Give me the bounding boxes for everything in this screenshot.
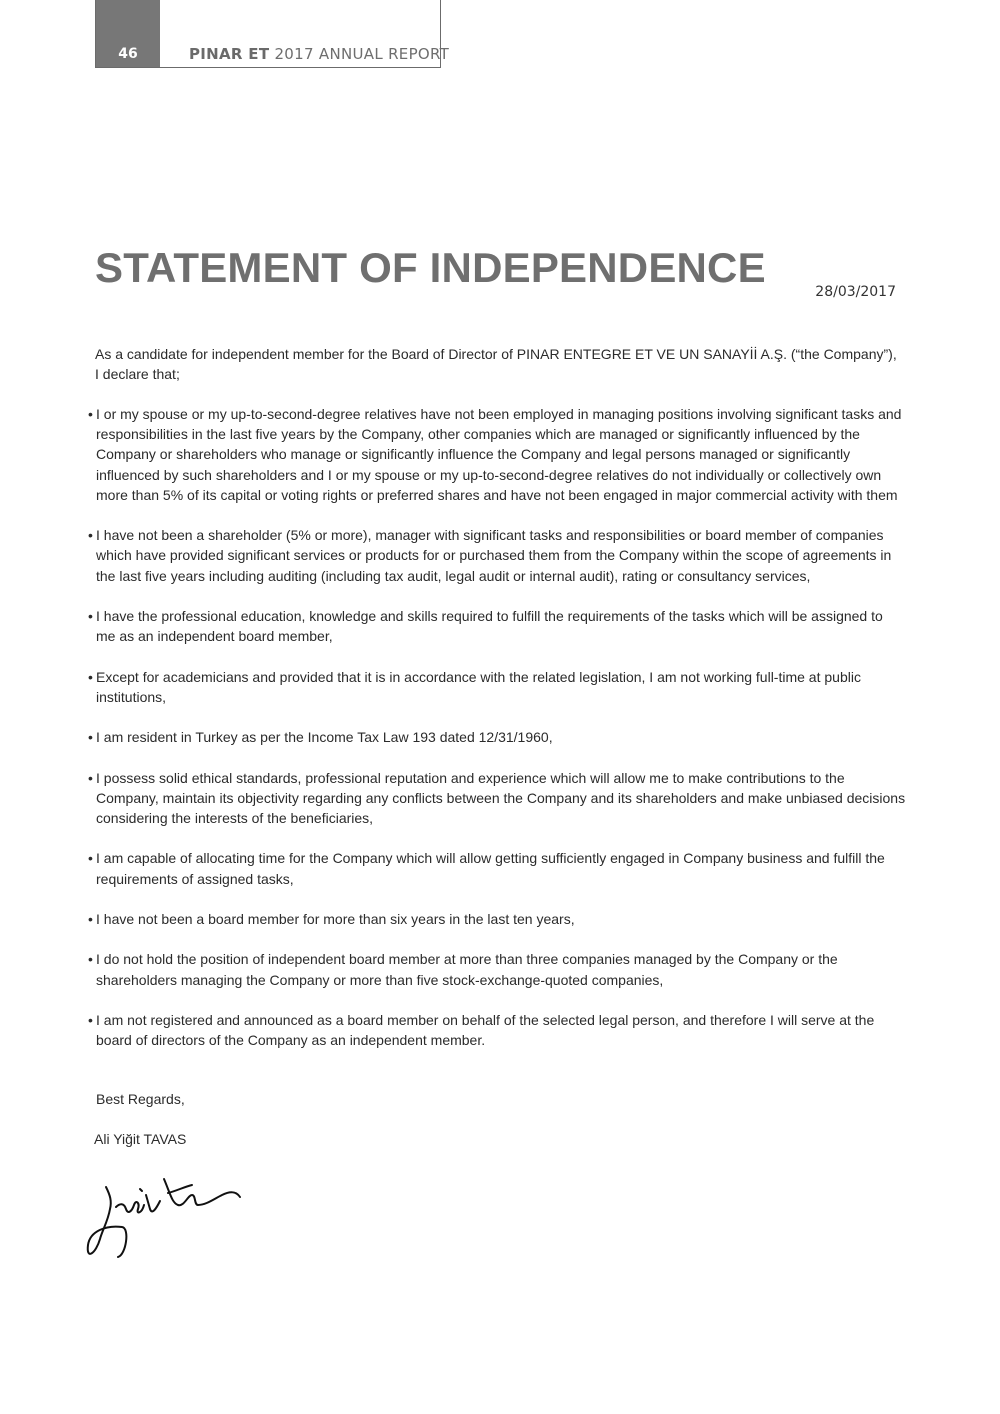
bullet-icon: • — [88, 729, 93, 746]
signature-image — [80, 1165, 250, 1265]
report-name: 2017 ANNUAL REPORT — [274, 45, 450, 63]
bullet-icon: • — [88, 850, 93, 867]
intro-line: I declare that; — [95, 366, 180, 383]
page-number: 46 — [96, 0, 160, 67]
closing-salutation: Best Regards, — [96, 1091, 185, 1107]
report-title — [189, 45, 449, 63]
declaration-item: • I am resident in Turkey as per the Income Tax Law 193 dated 12/31/1960, — [88, 727, 906, 747]
declaration-item: • I am not registered and announced as a board member on behalf of the selected legal person, and therefore I will serve at the board of directors of the Company as an independent member. — [88, 1011, 875, 1049]
bullet-icon: • — [88, 951, 93, 968]
page-title: STATEMENT OF INDEPENDENCE — [95, 244, 766, 291]
statement-date: 28/03/2017 — [815, 284, 896, 300]
declaration-item: • I do not hold the position of independent board member at more than three companies managed by the Company or the shareholders managing the Company or more than five stock-exchange-quoted companies, — [88, 951, 838, 988]
declaration-item: • I have not been a board member for more than six years in the last ten years, — [88, 909, 906, 929]
bullet-icon: • — [88, 608, 93, 624]
declaration-item: • Except for academicians and provided that it is in accordance with the related legislation, I am not working full-time at public institutions, — [88, 668, 861, 705]
intro-line: As a candidate for independent member for the Board of Director of PINAR ENTEGRE ET VE UN SANAYİİ A.Ş. (“the Company”), — [95, 346, 897, 362]
bullet-icon: • — [88, 1011, 93, 1028]
declaration-item: • I have the professional education, knowledge and skills required to fulfill the requirements of the tasks which will be assigned to me as an independent board member, — [88, 608, 883, 645]
report-brand: PINAR ET — [189, 45, 270, 63]
bullet-icon: • — [88, 406, 93, 422]
bullet-icon: • — [88, 769, 93, 786]
bullet-icon: • — [88, 668, 93, 685]
intro-paragraph — [95, 344, 905, 384]
page-header — [95, 0, 450, 68]
declaration-list — [88, 404, 906, 1071]
declaration-item: • I or my spouse or my up-to-second-degree relatives have not been employed in managing positions involving significant tasks and responsibilities in the last five years by the Company, other companies which are managed or significantly influenced by the Company or shareholders who manage or significantly influence the Company and legal persons managed or significantly influenced by such shareholders and I or my spouse or my up-to-second-degree relatives do not individually or collectively own more than 5% of its capital or voting rights or preferred shares and have not been engaged in major commercial activity with them — [88, 406, 902, 503]
bullet-icon: • — [88, 527, 93, 544]
declaration-item: • I am capable of allocating time for the Company which will allow getting sufficiently engaged in Company business and fulfill the requirements of assigned tasks, — [88, 850, 885, 887]
declaration-item: • I have not been a shareholder (5% or more), manager with significant tasks and responsibilities or board member of companies which have provided significant services or products for or purchased them from the Company within the scope of agreements in the last five years including auditing (including tax audit, legal audit or internal audit), rating or consultancy services, — [88, 527, 892, 584]
declaration-item: • I possess solid ethical standards, professional reputation and experience which will allow me to make contributions to the Company, maintain its objectivity regarding any conflicts between the Company and its shareholders and make unbiased decisions considering the interests of the beneficiaries, — [88, 769, 906, 826]
bullet-icon: • — [88, 910, 93, 927]
signatory-name: Ali Yiğit TAVAS — [94, 1131, 187, 1147]
